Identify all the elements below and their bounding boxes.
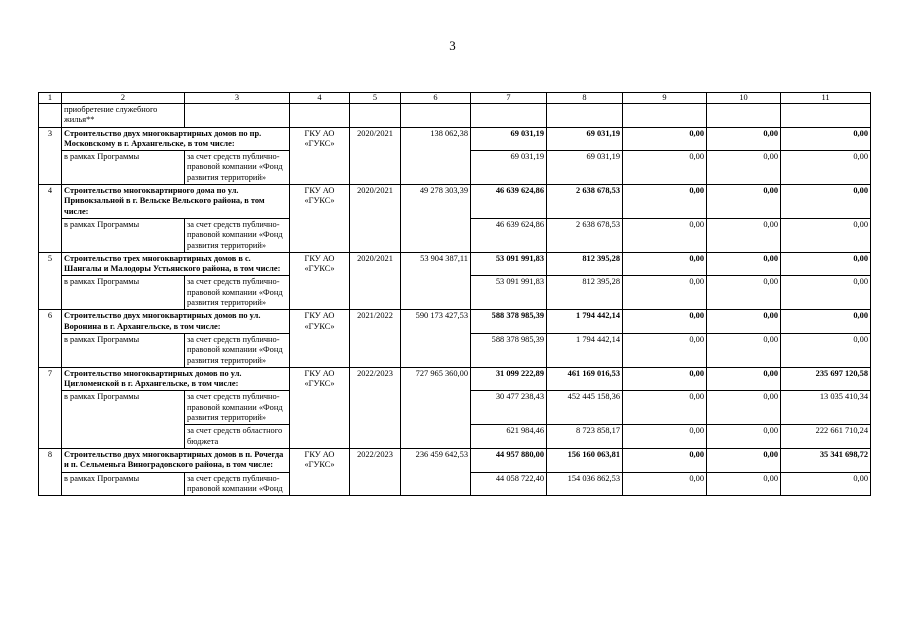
object-row [39, 252, 871, 276]
year-value-cell: 0,00 [707, 448, 781, 472]
total-cell: 69 031,19 [471, 127, 547, 151]
year-value-cell: 0,00 [781, 127, 871, 151]
col-header: 2 [62, 93, 185, 104]
year-value-cell: 1 794 442,14 [547, 333, 623, 367]
year-value-cell: 0,00 [623, 185, 707, 219]
continuation-text: приобретение служебного жилья** [62, 104, 185, 128]
executor-cell: ГКУ АО «ГУКС» [290, 185, 350, 253]
total-cell: 53 091 991,83 [471, 252, 547, 276]
funding-source: за счет средств публично-правовой компании «Фонд [185, 472, 290, 496]
year-value-cell: 0,00 [707, 333, 781, 367]
period-cell: 2022/2023 [350, 367, 401, 448]
year-value-cell: 0,00 [781, 218, 871, 252]
row-number: 6 [39, 310, 62, 367]
object-title: Строительство многоквартирных домов по ул. Цигломенской в г. Архангельске, в том числе: [62, 367, 290, 391]
object-title: Строительство двух многоквартирных домов по пр. Московскому в г. Архангельске, в том числе: [62, 127, 290, 151]
executor-cell: ГКУ АО «ГУКС» [290, 310, 350, 367]
col-header: 8 [547, 93, 623, 104]
year-value-cell: 0,00 [623, 276, 707, 310]
total-cell: 69 031,19 [471, 151, 547, 185]
cost-cell: 53 904 387,11 [401, 252, 471, 309]
cost-cell: 49 278 303,39 [401, 185, 471, 253]
year-value-cell: 0,00 [707, 472, 781, 496]
total-cell: 30 477 238,43 [471, 391, 547, 425]
period-cell: 2021/2022 [350, 310, 401, 367]
year-value-cell: 0,00 [623, 310, 707, 334]
year-value-cell: 0,00 [707, 425, 781, 449]
period-cell: 2022/2023 [350, 448, 401, 495]
year-value-cell: 0,00 [707, 310, 781, 334]
year-value-cell: 0,00 [623, 151, 707, 185]
col-header: 11 [781, 93, 871, 104]
year-value-cell: 0,00 [781, 333, 871, 367]
year-value-cell: 812 395,28 [547, 276, 623, 310]
period-cell: 2020/2021 [350, 252, 401, 309]
financing-table [38, 92, 871, 496]
empty-cell [185, 104, 290, 128]
total-cell: 588 378 985,39 [471, 310, 547, 334]
year-value-cell: 0,00 [707, 127, 781, 151]
total-cell: 46 639 624,86 [471, 185, 547, 219]
year-value-cell: 69 031,19 [547, 151, 623, 185]
empty-cell [781, 104, 871, 128]
funding-source: за счет средств публично-правовой компании «Фонд развития территорий» [185, 276, 290, 310]
program-label: в рамках Программы [62, 276, 185, 310]
cost-cell: 138 062,38 [401, 127, 471, 184]
object-title: Строительство двух многоквартирных домов по ул. Воронина в г. Архангельске, в том числе: [62, 310, 290, 334]
cost-cell: 590 173 427,53 [401, 310, 471, 367]
executor-cell: ГКУ АО «ГУКС» [290, 367, 350, 448]
empty-cell [707, 104, 781, 128]
year-value-cell: 452 445 158,36 [547, 391, 623, 425]
year-value-cell: 0,00 [707, 276, 781, 310]
row-number: 3 [39, 127, 62, 184]
funding-source: за счет средств публично-правовой компании «Фонд развития территорий» [185, 391, 290, 425]
year-value-cell: 235 697 120,58 [781, 367, 871, 391]
empty-cell [39, 104, 62, 128]
total-cell: 31 099 222,89 [471, 367, 547, 391]
year-value-cell: 35 341 698,72 [781, 448, 871, 472]
year-value-cell: 222 661 710,24 [781, 425, 871, 449]
continuation-row [39, 104, 871, 128]
program-label: в рамках Программы [62, 333, 185, 367]
year-value-cell: 0,00 [781, 276, 871, 310]
object-row [39, 185, 871, 219]
empty-cell [401, 104, 471, 128]
program-label: в рамках Программы [62, 218, 185, 252]
total-cell: 621 984,46 [471, 425, 547, 449]
table-body [39, 93, 871, 496]
object-title: Строительство многоквартирного дома по ул. Привокзальной в г. Вельске Вельского района, в том числе: [62, 185, 290, 219]
empty-cell [290, 104, 350, 128]
year-value-cell: 0,00 [623, 472, 707, 496]
year-value-cell: 461 169 016,53 [547, 367, 623, 391]
empty-cell [623, 104, 707, 128]
year-value-cell: 0,00 [781, 310, 871, 334]
funding-source: за счет средств публично-правовой компании «Фонд развития территорий» [185, 151, 290, 185]
empty-cell [547, 104, 623, 128]
year-value-cell: 2 638 678,53 [547, 185, 623, 219]
year-value-cell: 0,00 [623, 252, 707, 276]
year-value-cell: 0,00 [707, 391, 781, 425]
executor-cell: ГКУ АО «ГУКС» [290, 127, 350, 184]
total-cell: 53 091 991,83 [471, 276, 547, 310]
page-number: 3 [449, 38, 456, 53]
object-row [39, 127, 871, 151]
year-value-cell: 812 395,28 [547, 252, 623, 276]
total-cell: 588 378 985,39 [471, 333, 547, 367]
year-value-cell: 0,00 [623, 218, 707, 252]
year-value-cell: 0,00 [707, 151, 781, 185]
program-label: в рамках Программы [62, 391, 185, 448]
year-value-cell: 69 031,19 [547, 127, 623, 151]
empty-cell [350, 104, 401, 128]
row-number: 8 [39, 448, 62, 495]
total-cell: 46 639 624,86 [471, 218, 547, 252]
col-header: 1 [39, 93, 62, 104]
col-header: 10 [707, 93, 781, 104]
year-value-cell: 156 160 063,81 [547, 448, 623, 472]
year-value-cell: 0,00 [707, 252, 781, 276]
year-value-cell: 0,00 [781, 151, 871, 185]
year-value-cell: 0,00 [623, 333, 707, 367]
year-value-cell: 0,00 [781, 252, 871, 276]
column-number-row [39, 93, 871, 104]
object-title: Строительство трех многоквартирных домов в с. Шангалы и Малодоры Устьянского района, в том числе: [62, 252, 290, 276]
program-label: в рамках Программы [62, 151, 185, 185]
period-cell: 2020/2021 [350, 185, 401, 253]
executor-cell: ГКУ АО «ГУКС» [290, 252, 350, 309]
funding-source: за счет средств публично-правовой компании «Фонд развития территорий» [185, 218, 290, 252]
year-value-cell: 0,00 [707, 218, 781, 252]
col-header: 3 [185, 93, 290, 104]
year-value-cell: 0,00 [781, 472, 871, 496]
cost-cell: 236 459 642,53 [401, 448, 471, 495]
period-cell: 2020/2021 [350, 127, 401, 184]
funding-source: за счет средств областного бюджета [185, 425, 290, 449]
year-value-cell: 0,00 [623, 127, 707, 151]
year-value-cell: 1 794 442,14 [547, 310, 623, 334]
year-value-cell: 0,00 [623, 391, 707, 425]
col-header: 7 [471, 93, 547, 104]
col-header: 9 [623, 93, 707, 104]
row-number: 4 [39, 185, 62, 253]
year-value-cell: 0,00 [707, 185, 781, 219]
row-number: 5 [39, 252, 62, 309]
year-value-cell: 0,00 [623, 448, 707, 472]
year-value-cell: 154 036 862,53 [547, 472, 623, 496]
row-number: 7 [39, 367, 62, 448]
object-row [39, 448, 871, 472]
year-value-cell: 8 723 858,17 [547, 425, 623, 449]
executor-cell: ГКУ АО «ГУКС» [290, 448, 350, 495]
year-value-cell: 0,00 [623, 425, 707, 449]
col-header: 6 [401, 93, 471, 104]
year-value-cell: 13 035 410,34 [781, 391, 871, 425]
empty-cell [471, 104, 547, 128]
year-value-cell: 0,00 [623, 367, 707, 391]
year-value-cell: 0,00 [707, 367, 781, 391]
object-row [39, 310, 871, 334]
year-value-cell: 2 638 678,53 [547, 218, 623, 252]
program-label: в рамках Программы [62, 472, 185, 496]
object-title: Строительство двух многоквартирных домов в п. Рочегда и п. Сельменьга Виноградовского района, в том числе: [62, 448, 290, 472]
total-cell: 44 058 722,40 [471, 472, 547, 496]
col-header: 4 [290, 93, 350, 104]
funding-source: за счет средств публично-правовой компании «Фонд развития территорий» [185, 333, 290, 367]
total-cell: 44 957 880,00 [471, 448, 547, 472]
object-row [39, 367, 871, 391]
cost-cell: 727 965 360,00 [401, 367, 471, 448]
year-value-cell: 0,00 [781, 185, 871, 219]
col-header: 5 [350, 93, 401, 104]
